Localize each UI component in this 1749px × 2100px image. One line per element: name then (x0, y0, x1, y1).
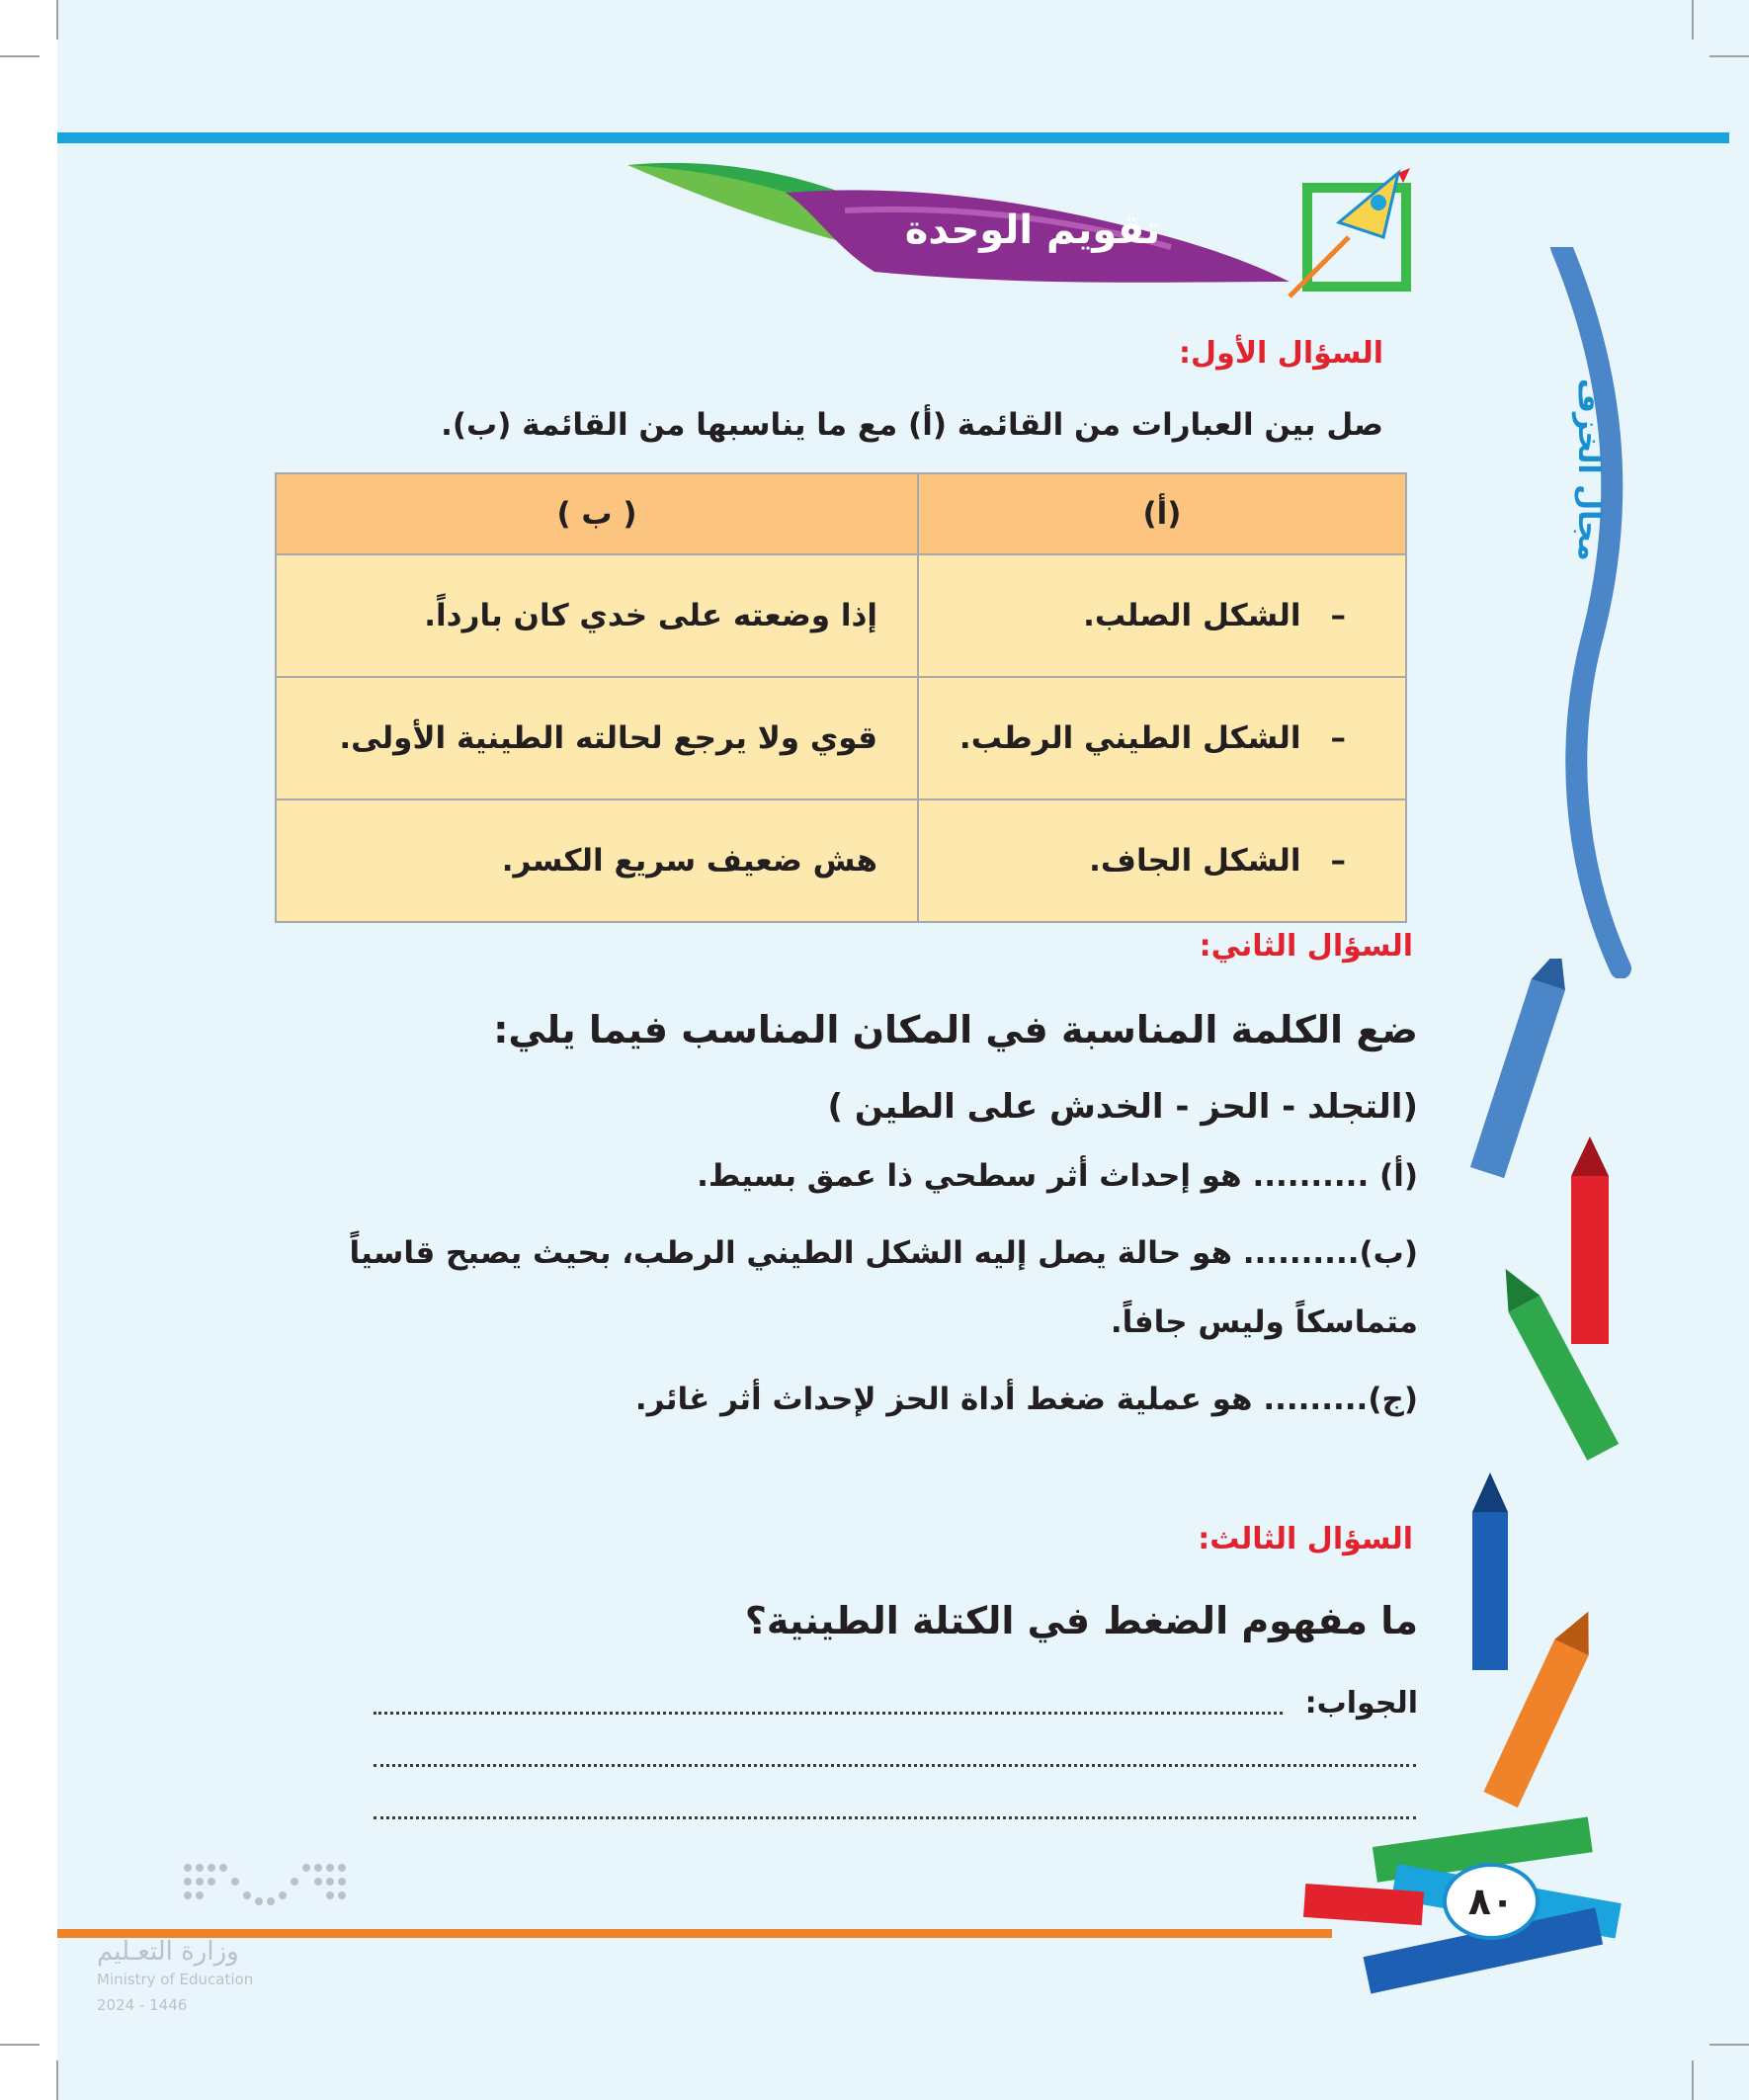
q2-heading: السؤال الثاني: (1199, 929, 1413, 964)
crop-mark (1709, 2044, 1749, 2046)
list-a-item[interactable]: –الشكل الصلب. (918, 554, 1406, 677)
answer-line[interactable] (374, 1712, 1283, 1715)
bottom-rule (57, 1929, 1332, 1938)
crayons-illustration (1275, 959, 1670, 2006)
crop-mark (0, 2044, 40, 2046)
crop-mark (56, 2060, 58, 2100)
list-b-item[interactable]: هش ضعيف سريع الكسر. (276, 799, 918, 922)
table-header-row (276, 473, 1406, 554)
q2-instruction: ضع الكلمة المناسبة في المكان المناسب فيما يلي: (493, 1008, 1418, 1051)
q2-word-bank: (التجلد - الحز - الخدش على الطين ) (827, 1087, 1418, 1127)
q2-item-b[interactable]: (ب).......... هو حالة يصل إليه الشكل الطيني الرطب، بحيث يصبح قاسياً (349, 1235, 1418, 1271)
crop-mark (56, 0, 58, 40)
matching-table (275, 472, 1407, 923)
crop-mark (1692, 2060, 1694, 2100)
header-list-a: (أ) (918, 473, 1406, 554)
header-list-b: ( ب ) (276, 473, 918, 554)
ministry-name-arabic: وزارة التعـليم (97, 1937, 239, 1967)
ministry-name-english: Ministry of Education (97, 1971, 254, 1988)
page-number: ٨٠ (1443, 1863, 1540, 1940)
list-a-item[interactable]: –الشكل الطيني الرطب. (918, 677, 1406, 799)
answer-label: الجواب: (1304, 1686, 1418, 1721)
q1-instruction: صل بين العبارات من القائمة (أ) مع ما يناسبها من القائمة (ب). (441, 407, 1383, 443)
side-domain-label: مجال الخزف (1571, 378, 1606, 561)
q3-heading: السؤال الثالث: (1198, 1522, 1413, 1556)
answer-line[interactable] (374, 1816, 1416, 1819)
q2-item-c[interactable]: (ج)......... هو عملية ضغط أداة الحز لإحداث أثر غائر. (634, 1382, 1418, 1417)
table-row (276, 799, 1406, 922)
q2-item-a[interactable]: (أ) .......... هو إحداث أثر سطحي ذا عمق بسيط. (697, 1158, 1418, 1194)
table-row (276, 677, 1406, 799)
q1-heading: السؤال الأول: (1179, 336, 1383, 371)
rocket-icon (1280, 168, 1428, 306)
top-rule (57, 132, 1729, 143)
list-b-item[interactable]: إذا وضعته على خدي كان بارداً. (276, 554, 918, 677)
ministry-year: 2024 - 1446 (97, 1996, 188, 2014)
banner-title: تقويم الوحدة (904, 208, 1161, 253)
crop-mark (1709, 55, 1749, 57)
ministry-logo-icon (178, 1858, 356, 1917)
answer-line[interactable] (374, 1764, 1416, 1767)
crop-mark (1692, 0, 1694, 40)
table-row (276, 554, 1406, 677)
list-a-item[interactable]: –الشكل الجاف. (918, 799, 1406, 922)
list-b-item[interactable]: قوي ولا يرجع لحالته الطينية الأولى. (276, 677, 918, 799)
q2-item-b-continued: متماسكاً وليس جافاً. (1110, 1304, 1418, 1340)
q3-question: ما مفهوم الضغط في الكتلة الطينية؟ (744, 1599, 1418, 1642)
crop-mark (0, 55, 40, 57)
